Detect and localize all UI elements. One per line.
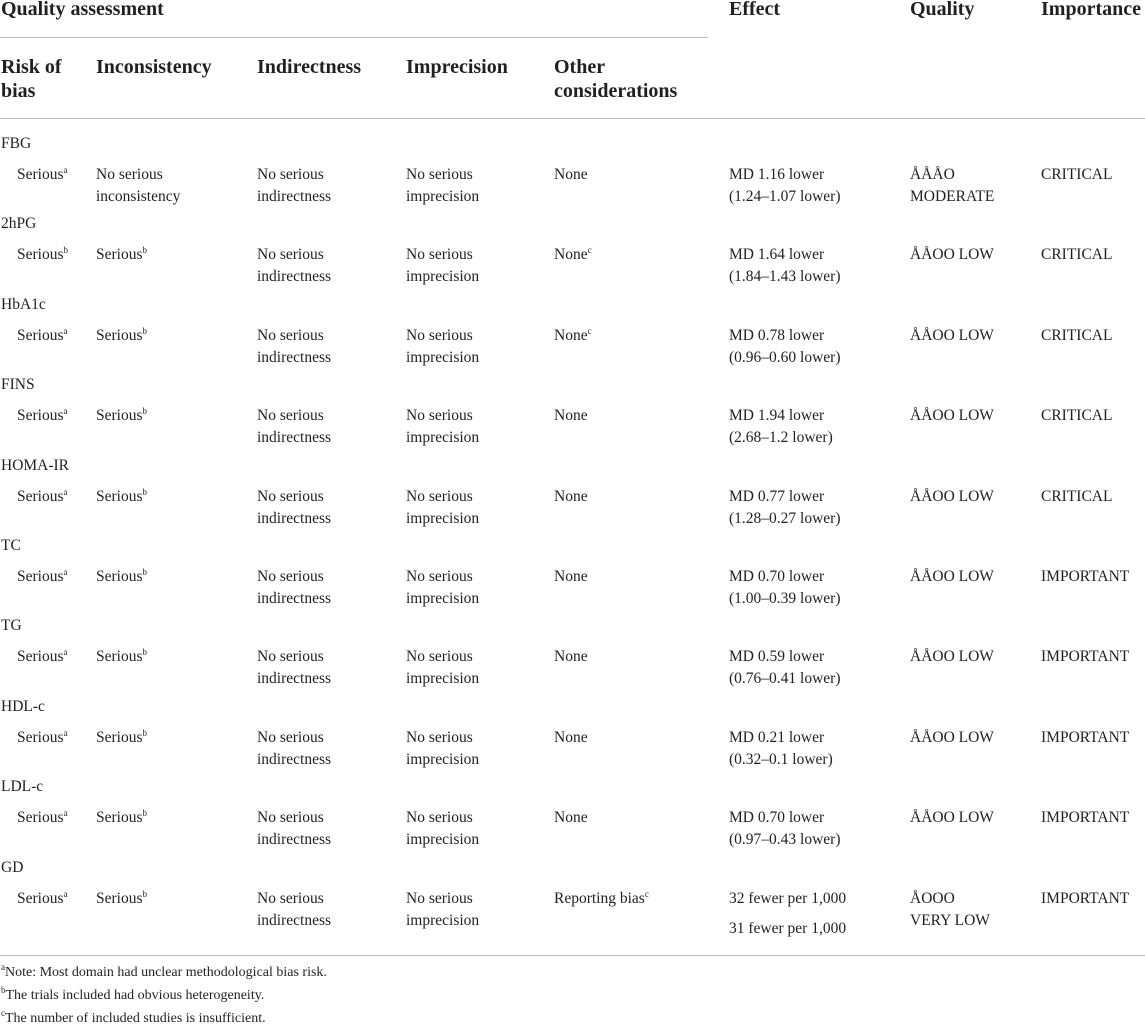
effect-cell-line: MD 0.70 lower (729, 809, 825, 826)
subheader-divider (0, 37, 708, 38)
inconsistency-cell-text: Serious (96, 488, 143, 505)
effect-cell (729, 164, 841, 207)
inconsistency-cell-line: No serious (96, 166, 163, 183)
footnote-line (1, 961, 327, 984)
footnote-marker: a (63, 165, 68, 175)
footnote-marker: b (142, 326, 147, 336)
other-considerations-cell (554, 405, 588, 427)
outcome-label: HbA1c (1, 296, 46, 313)
header-indirectness: Indirectness (257, 56, 362, 78)
header-effect: Effect (729, 0, 781, 20)
effect-cell-line: (1.24–1.07 lower) (729, 187, 841, 205)
indirectness-cell (257, 888, 331, 931)
header-inconsistency: Inconsistency (96, 56, 212, 78)
imprecision-cell-line: imprecision (406, 187, 480, 205)
outcome-label: HDL-c (1, 698, 45, 715)
effect-cell-line: (0.76–0.41 lower) (729, 669, 841, 687)
effect-cell (729, 486, 841, 529)
header-quality: Quality (910, 0, 975, 20)
risk-of-bias-cell-text: Serious (17, 890, 64, 907)
outcome-label: TG (1, 617, 22, 634)
outcome-label: HOMA-IR (1, 457, 70, 474)
header-risk-of-bias (1, 55, 62, 103)
imprecision-cell-line: No serious (406, 568, 473, 585)
other-considerations-cell (554, 164, 588, 186)
quality-cell-line: ÅÅOO LOW (910, 648, 994, 665)
outcome-label: LDL-c (1, 778, 44, 795)
quality-cell-line: ÅÅOO LOW (910, 809, 994, 826)
imprecision-cell (406, 405, 479, 448)
quality-cell-line: ÅÅÅO (910, 166, 955, 183)
inconsistency-cell (96, 325, 147, 347)
indirectness-cell-line: indirectness (257, 509, 332, 527)
indirectness-cell-line: indirectness (257, 830, 332, 848)
effect-cell-line: 31 fewer per 1,000 (729, 919, 847, 937)
risk-of-bias-cell (17, 164, 68, 186)
inconsistency-cell (96, 646, 147, 668)
imprecision-cell (406, 325, 479, 368)
other-considerations-cell (554, 646, 588, 668)
indirectness-cell-line: No serious (257, 327, 324, 344)
effect-cell-line: (1.00–0.39 lower) (729, 589, 841, 607)
footnote-marker: a (63, 406, 68, 416)
imprecision-cell (406, 807, 479, 850)
importance-cell: IMPORTANT (1041, 809, 1130, 826)
imprecision-cell-line: No serious (406, 648, 473, 665)
other-considerations-cell-text: Reporting bias (554, 890, 645, 907)
indirectness-cell-line: indirectness (257, 348, 332, 366)
imprecision-cell-line: No serious (406, 729, 473, 746)
inconsistency-cell-line: inconsistency (96, 187, 181, 205)
imprecision-cell-line: No serious (406, 327, 473, 344)
inconsistency-cell-text: Serious (96, 729, 143, 746)
indirectness-cell-line: No serious (257, 246, 324, 263)
imprecision-cell-line: imprecision (406, 348, 480, 366)
other-considerations-cell (554, 566, 588, 588)
effect-cell-line: MD 0.59 lower (729, 648, 825, 665)
header-other-line2: considerations (554, 80, 678, 102)
footnote-marker: a (63, 647, 68, 657)
other-considerations-cell-text: None (554, 407, 588, 424)
footnote-marker: b (142, 647, 147, 657)
footnote-marker: b (142, 808, 147, 818)
quality-cell-line: ÅÅOO LOW (910, 327, 994, 344)
header-quality-assessment: Quality assessment (1, 0, 164, 20)
effect-cell-line: (0.97–0.43 lower) (729, 830, 841, 848)
risk-of-bias-cell (17, 807, 68, 829)
outcome-label: GD (1, 859, 24, 876)
indirectness-cell-line: No serious (257, 729, 324, 746)
imprecision-cell (406, 646, 479, 689)
importance-cell: CRITICAL (1041, 246, 1113, 263)
other-considerations-cell (554, 486, 588, 508)
effect-cell (729, 325, 841, 368)
imprecision-cell-line: imprecision (406, 830, 480, 848)
imprecision-cell (406, 244, 479, 287)
imprecision-cell-line: imprecision (406, 750, 480, 768)
outcome-label: FBG (1, 135, 32, 152)
inconsistency-cell (96, 405, 147, 427)
risk-of-bias-cell-text: Serious (17, 568, 64, 585)
inconsistency-cell-text: Serious (96, 568, 143, 585)
importance-cell: IMPORTANT (1041, 890, 1130, 907)
risk-of-bias-cell-text: Serious (17, 166, 64, 183)
other-considerations-cell-text: None (554, 327, 588, 344)
importance-cell: IMPORTANT (1041, 729, 1130, 746)
footnote-marker: b (142, 728, 147, 738)
indirectness-cell-line: No serious (257, 568, 324, 585)
indirectness-cell-line: No serious (257, 166, 324, 183)
footnote-marker: a (1, 962, 5, 972)
inconsistency-cell-text: Serious (96, 246, 143, 263)
risk-of-bias-cell (17, 325, 68, 347)
risk-of-bias-cell-text: Serious (17, 407, 64, 424)
footnote-line (1, 984, 264, 1007)
indirectness-cell-line: indirectness (257, 911, 332, 929)
indirectness-cell-line: No serious (257, 488, 324, 505)
footnote-marker: a (63, 808, 68, 818)
quality-cell (910, 164, 994, 207)
imprecision-cell-line: No serious (406, 890, 473, 907)
inconsistency-cell (96, 566, 147, 588)
footnote-marker: a (63, 567, 68, 577)
inconsistency-cell-text: Serious (96, 327, 143, 344)
risk-of-bias-cell (17, 486, 68, 508)
quality-cell-line: ÅÅOO LOW (910, 729, 994, 746)
effect-cell (729, 244, 841, 287)
risk-of-bias-cell (17, 727, 68, 749)
imprecision-cell-line: imprecision (406, 428, 480, 446)
inconsistency-cell (96, 244, 147, 266)
other-considerations-cell-text: None (554, 729, 588, 746)
footnote-text: Note: Most domain had unclear methodological bias risk. (5, 965, 327, 980)
indirectness-cell-line: indirectness (257, 267, 332, 285)
risk-of-bias-cell-text: Serious (17, 327, 64, 344)
indirectness-cell-line: indirectness (257, 669, 332, 687)
imprecision-cell (406, 727, 479, 770)
effect-cell (729, 807, 841, 850)
importance-cell: CRITICAL (1041, 166, 1113, 183)
other-considerations-cell-text: None (554, 166, 588, 183)
quality-cell-line: ÅÅOO LOW (910, 568, 994, 585)
effect-cell (729, 727, 833, 770)
header-other-line1: Other (554, 56, 606, 78)
imprecision-cell-line: imprecision (406, 669, 480, 687)
quality-cell (910, 807, 994, 829)
footnote-marker: c (1, 1008, 5, 1018)
risk-of-bias-cell-text: Serious (17, 729, 64, 746)
importance-cell: CRITICAL (1041, 327, 1113, 344)
indirectness-cell-line: No serious (257, 890, 324, 907)
imprecision-cell (406, 566, 479, 609)
inconsistency-cell-text: Serious (96, 407, 143, 424)
quality-cell (910, 727, 994, 749)
indirectness-cell-line: indirectness (257, 750, 332, 768)
quality-cell (910, 325, 994, 347)
indirectness-cell-line: No serious (257, 648, 324, 665)
inconsistency-cell-text: Serious (96, 890, 143, 907)
header-risk-of-bias-line2: bias (1, 80, 36, 102)
importance-cell: CRITICAL (1041, 407, 1113, 424)
inconsistency-cell (96, 164, 180, 207)
imprecision-cell (406, 164, 479, 207)
effect-cell-line: (0.96–0.60 lower) (729, 348, 841, 366)
imprecision-cell-line: imprecision (406, 911, 480, 929)
importance-cell: CRITICAL (1041, 488, 1113, 505)
footnote-marker: c (587, 245, 592, 255)
header-risk-of-bias-line1: Risk of (1, 56, 62, 78)
imprecision-cell-line: imprecision (406, 509, 480, 527)
footnote-line (1, 1007, 266, 1030)
indirectness-cell-line: indirectness (257, 187, 332, 205)
footnote-marker: b (142, 245, 147, 255)
quality-cell-line: VERY LOW (910, 911, 990, 929)
footnote-marker: a (63, 728, 68, 738)
risk-of-bias-cell-text: Serious (17, 488, 64, 505)
imprecision-cell-line: No serious (406, 246, 473, 263)
other-considerations-cell (554, 888, 649, 910)
quality-cell-line: ÅÅOO LOW (910, 246, 994, 263)
quality-cell (910, 244, 994, 266)
imprecision-cell (406, 888, 479, 931)
quality-cell (910, 405, 994, 427)
other-considerations-cell (554, 325, 592, 347)
imprecision-cell-line: imprecision (406, 267, 480, 285)
imprecision-cell-line: No serious (406, 488, 473, 505)
effect-cell (729, 646, 841, 689)
indirectness-cell (257, 727, 331, 770)
risk-of-bias-cell (17, 405, 68, 427)
risk-of-bias-cell (17, 244, 68, 266)
footnote-marker: b (142, 406, 147, 416)
inconsistency-cell (96, 486, 147, 508)
other-considerations-cell (554, 807, 588, 829)
importance-cell: IMPORTANT (1041, 568, 1130, 585)
risk-of-bias-cell (17, 888, 68, 910)
footnote-marker: a (63, 326, 68, 336)
effect-cell-line: MD 0.21 lower (729, 729, 825, 746)
indirectness-cell-line: No serious (257, 809, 324, 826)
risk-of-bias-cell (17, 566, 68, 588)
risk-of-bias-cell (17, 646, 68, 668)
risk-of-bias-cell-text: Serious (17, 809, 64, 826)
quality-cell (910, 566, 994, 588)
indirectness-cell (257, 566, 331, 609)
imprecision-cell-line: No serious (406, 809, 473, 826)
footnote-marker: a (63, 487, 68, 497)
inconsistency-cell (96, 727, 147, 749)
other-considerations-cell (554, 727, 588, 749)
footnote-marker: b (142, 889, 147, 899)
effect-cell-line: (0.32–0.1 lower) (729, 750, 833, 768)
header-other-considerations (554, 55, 677, 103)
footer-divider (0, 955, 1145, 956)
outcome-label: 2hPG (1, 215, 37, 232)
inconsistency-cell-text: Serious (96, 648, 143, 665)
risk-of-bias-cell-text: Serious (17, 648, 64, 665)
quality-cell-line: ÅOOO (910, 890, 955, 907)
imprecision-cell-line: imprecision (406, 589, 480, 607)
indirectness-cell (257, 164, 331, 207)
footnote-text: The number of included studies is insufficient. (5, 1011, 266, 1026)
imprecision-cell (406, 486, 479, 529)
imprecision-cell-line: No serious (406, 407, 473, 424)
quality-cell (910, 888, 990, 931)
inconsistency-cell (96, 888, 147, 910)
outcome-label: FINS (1, 376, 35, 393)
indirectness-cell (257, 244, 331, 287)
importance-cell: IMPORTANT (1041, 648, 1130, 665)
effect-cell (729, 566, 841, 609)
footnote-marker: a (63, 889, 68, 899)
risk-of-bias-cell-text: Serious (17, 246, 64, 263)
footnote-marker: b (1, 985, 6, 995)
header-importance: Importance (1041, 0, 1141, 20)
effect-cell-line: MD 0.70 lower (729, 568, 825, 585)
indirectness-cell-line: indirectness (257, 428, 332, 446)
inconsistency-cell-text: Serious (96, 809, 143, 826)
effect-cell-line: MD 0.77 lower (729, 488, 825, 505)
effect-cell-line: MD 1.94 lower (729, 407, 825, 424)
quality-cell-line: MODERATE (910, 187, 995, 205)
indirectness-cell-line: indirectness (257, 589, 332, 607)
effect-cell-line: (1.84–1.43 lower) (729, 267, 841, 285)
effect-cell-line: 32 fewer per 1,000 (729, 890, 847, 907)
other-considerations-cell-text: None (554, 809, 588, 826)
other-considerations-cell (554, 244, 592, 266)
other-considerations-cell-text: None (554, 648, 588, 665)
quality-cell-line: ÅÅOO LOW (910, 488, 994, 505)
effect-cell-line: (2.68–1.2 lower) (729, 428, 833, 446)
effect-cell (729, 888, 846, 939)
footnote-marker: b (142, 567, 147, 577)
quality-cell (910, 486, 994, 508)
footnote-marker: c (587, 326, 592, 336)
quality-cell (910, 646, 994, 668)
outcome-label: TC (1, 537, 21, 554)
other-considerations-cell-text: None (554, 488, 588, 505)
indirectness-cell (257, 807, 331, 850)
indirectness-cell (257, 646, 331, 689)
effect-cell-line: MD 0.78 lower (729, 327, 825, 344)
footnote-text: The trials included had obvious heterogeneity. (5, 988, 265, 1003)
indirectness-cell (257, 325, 331, 368)
header-divider (0, 118, 1145, 119)
footnote-marker: c (644, 889, 649, 899)
effect-cell-line: (1.28–0.27 lower) (729, 509, 841, 527)
inconsistency-cell (96, 807, 147, 829)
other-considerations-cell-text: None (554, 246, 588, 263)
indirectness-cell-line: No serious (257, 407, 324, 424)
footnote-marker: b (63, 245, 68, 255)
effect-cell-line: MD 1.64 lower (729, 246, 825, 263)
other-considerations-cell-text: None (554, 568, 588, 585)
quality-cell-line: ÅÅOO LOW (910, 407, 994, 424)
effect-cell-line: MD 1.16 lower (729, 166, 825, 183)
indirectness-cell (257, 405, 331, 448)
indirectness-cell (257, 486, 331, 529)
footnote-marker: b (142, 487, 147, 497)
effect-cell (729, 405, 833, 448)
imprecision-cell-line: No serious (406, 166, 473, 183)
header-imprecision: Imprecision (406, 56, 508, 78)
